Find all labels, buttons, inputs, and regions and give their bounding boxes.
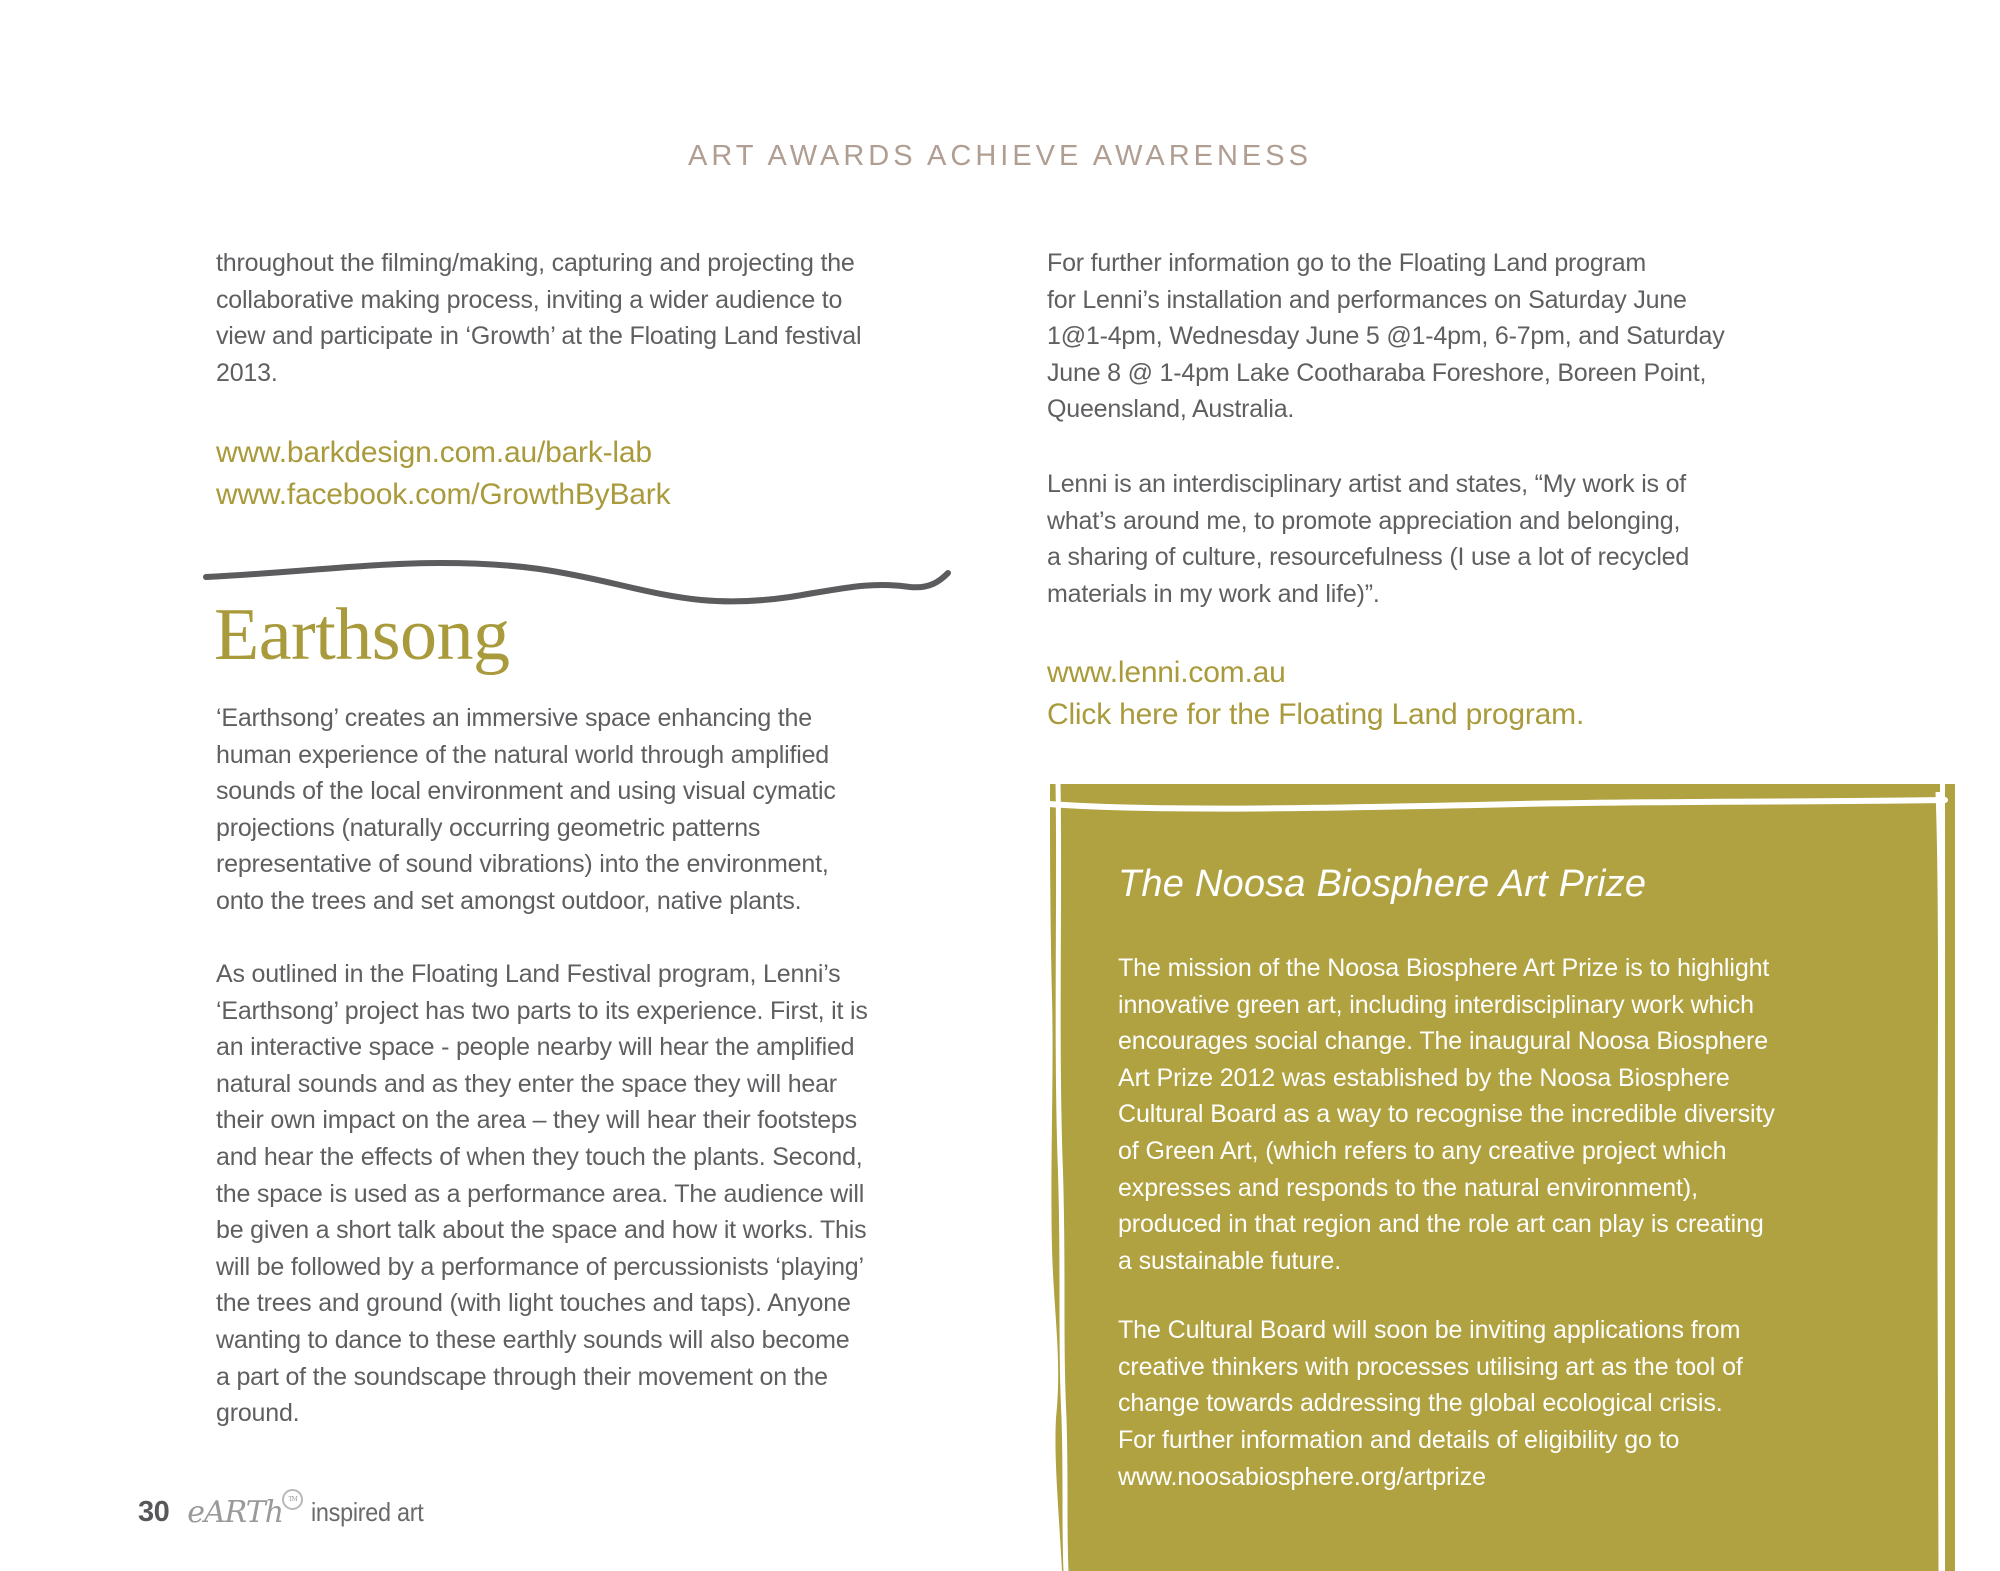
text-line: produced in that region and the role art can play is creating xyxy=(1118,1210,1764,1239)
text-line: collaborative making process, inviting a wider audience to xyxy=(216,285,843,314)
text-line: innovative green art, including interdisciplinary work which xyxy=(1118,990,1754,1019)
text-line: the trees and ground (with light touches and taps). Anyone xyxy=(216,1289,851,1318)
paragraph-text xyxy=(1047,466,1867,612)
artist-quote-paragraph xyxy=(1047,466,1867,612)
prize-mission-paragraph xyxy=(1118,950,1938,1279)
text-line: For further information and details of eligibility go to xyxy=(1118,1426,1680,1454)
section-header: ART AWARDS ACHIEVE AWARENESS xyxy=(688,140,1312,172)
text-line: expresses and responds to the natural environment), xyxy=(1118,1173,1698,1202)
page-number: 30 xyxy=(138,1496,170,1528)
paragraph-text xyxy=(1118,1312,1938,1422)
floating-land-program-link[interactable]: Click here for the Floating Land program. xyxy=(1047,698,1585,731)
text-line: representative of sound vibrations) into the environment, xyxy=(216,850,829,879)
text-line: materials in my work and life)”. xyxy=(1047,579,1380,608)
text-line: wanting to dance to these earthly sounds will also become xyxy=(216,1325,850,1354)
prize-eligibility-paragraph xyxy=(1118,1422,1938,1495)
growth-facebook-link[interactable]: www.facebook.com/GrowthByBark xyxy=(216,478,671,511)
intro-paragraph xyxy=(216,245,996,391)
text-line: a part of the soundscape through their movement on the xyxy=(216,1362,828,1391)
earthsong-heading: Earthsong xyxy=(214,594,510,676)
text-line: June 8 @ 1-4pm Lake Cootharaba Foreshore, Boreen Point, xyxy=(1047,358,1707,387)
prize-applications-paragraph xyxy=(1118,1312,1938,1422)
paragraph-text xyxy=(1047,245,1867,428)
text-line: change towards addressing the global ecological crisis. xyxy=(1118,1389,1723,1418)
text-line: ‘Earthsong’ project has two parts to its experience. First, it is xyxy=(216,996,868,1025)
text-line: Queensland, Australia. xyxy=(1047,395,1295,424)
bark-links xyxy=(216,432,996,516)
text-line: 2013. xyxy=(216,358,278,387)
text-line: ground. xyxy=(216,1399,300,1428)
text-line: the space is used as a performance area. The audience will xyxy=(216,1179,865,1208)
text-line: for Lenni’s installation and performances on Saturday June xyxy=(1047,285,1687,314)
trademark-icon: TM xyxy=(282,1489,303,1510)
paragraph-text xyxy=(1118,950,1938,1279)
text-line: and hear the effects of when they touch the plants. Second, xyxy=(216,1142,863,1171)
text-line: their own impact on the area – they will hear their footsteps xyxy=(216,1106,857,1135)
floating-land-info-paragraph xyxy=(1047,245,1867,428)
text-line: throughout the filming/making, capturing and projecting the xyxy=(216,249,855,277)
text-line: The Cultural Board will soon be inviting applications from xyxy=(1118,1316,1741,1344)
text-line: be given a short talk about the space and how it works. This xyxy=(216,1216,867,1245)
text-line: what’s around me, to promote appreciation and belonging, xyxy=(1047,506,1681,535)
lenni-links xyxy=(1047,652,1867,736)
noosa-prize-box xyxy=(1040,778,2000,1571)
text-line: onto the trees and set amongst outdoor, native plants. xyxy=(216,886,802,915)
earthsong-paragraph-1 xyxy=(216,700,1006,920)
lenni-website-link[interactable]: www.lenni.com.au xyxy=(1047,656,1286,689)
text-line: Art Prize 2012 was established by the Noosa Biosphere xyxy=(1118,1063,1730,1092)
text-line: of Green Art, (which refers to any creative project which xyxy=(1118,1136,1727,1165)
noosa-artprize-link[interactable]: www.noosabiosphere.org/artprize xyxy=(1118,1462,1486,1491)
text-line: As outlined in the Floating Land Festival program, Lenni’s xyxy=(216,960,841,988)
paragraph-text xyxy=(216,956,1006,1432)
text-line: 1@1-4pm, Wednesday June 5 @1-4pm, 6-7pm, and Saturday xyxy=(1047,322,1725,351)
text-line: human experience of the natural world through amplified xyxy=(216,740,829,769)
text-line: creative thinkers with processes utilising art as the tool of xyxy=(1118,1352,1743,1381)
text-line: encourages social change. The inaugural Noosa Biosphere xyxy=(1118,1027,1769,1056)
text-line: The mission of the Noosa Biosphere Art Prize is to highlight xyxy=(1118,954,1770,982)
intro-text xyxy=(216,245,996,391)
bark-lab-link[interactable]: www.barkdesign.com.au/bark-lab xyxy=(216,436,652,469)
earth-logo xyxy=(187,1495,297,1530)
prize-box-title: The Noosa Biosphere Art Prize xyxy=(1118,863,1647,905)
text-line: a sustainable future. xyxy=(1118,1246,1342,1275)
text-line: will be followed by a performance of percussionists ‘playing’ xyxy=(216,1252,864,1281)
paragraph-text xyxy=(216,700,1006,920)
text-line: natural sounds and as they enter the space they will hear xyxy=(216,1069,837,1098)
text-line: Lenni is an interdisciplinary artist and states, “My work is of xyxy=(1047,470,1687,498)
text-line: projections (naturally occurring geometric patterns xyxy=(216,813,761,842)
text-line: view and participate in ‘Growth’ at the Floating Land festival xyxy=(216,322,862,351)
text-line: sounds of the local environment and using visual cymatic xyxy=(216,777,836,806)
brand-tagline: inspired art xyxy=(311,1497,424,1527)
text-line: For further information go to the Floating Land program xyxy=(1047,249,1647,277)
paragraph-text xyxy=(1118,1422,1938,1495)
text-line: a sharing of culture, resourcefulness (I use a lot of recycled xyxy=(1047,543,1690,572)
text-line: Cultural Board as a way to recognise the incredible diversity xyxy=(1118,1100,1775,1129)
text-line: ‘Earthsong’ creates an immersive space enhancing the xyxy=(216,704,812,732)
earthsong-paragraph-2 xyxy=(216,956,1006,1432)
page-footer xyxy=(138,1495,436,1530)
text-line: an interactive space - people nearby will hear the amplified xyxy=(216,1033,855,1062)
earth-logo-text: eARTh xyxy=(187,1495,284,1530)
